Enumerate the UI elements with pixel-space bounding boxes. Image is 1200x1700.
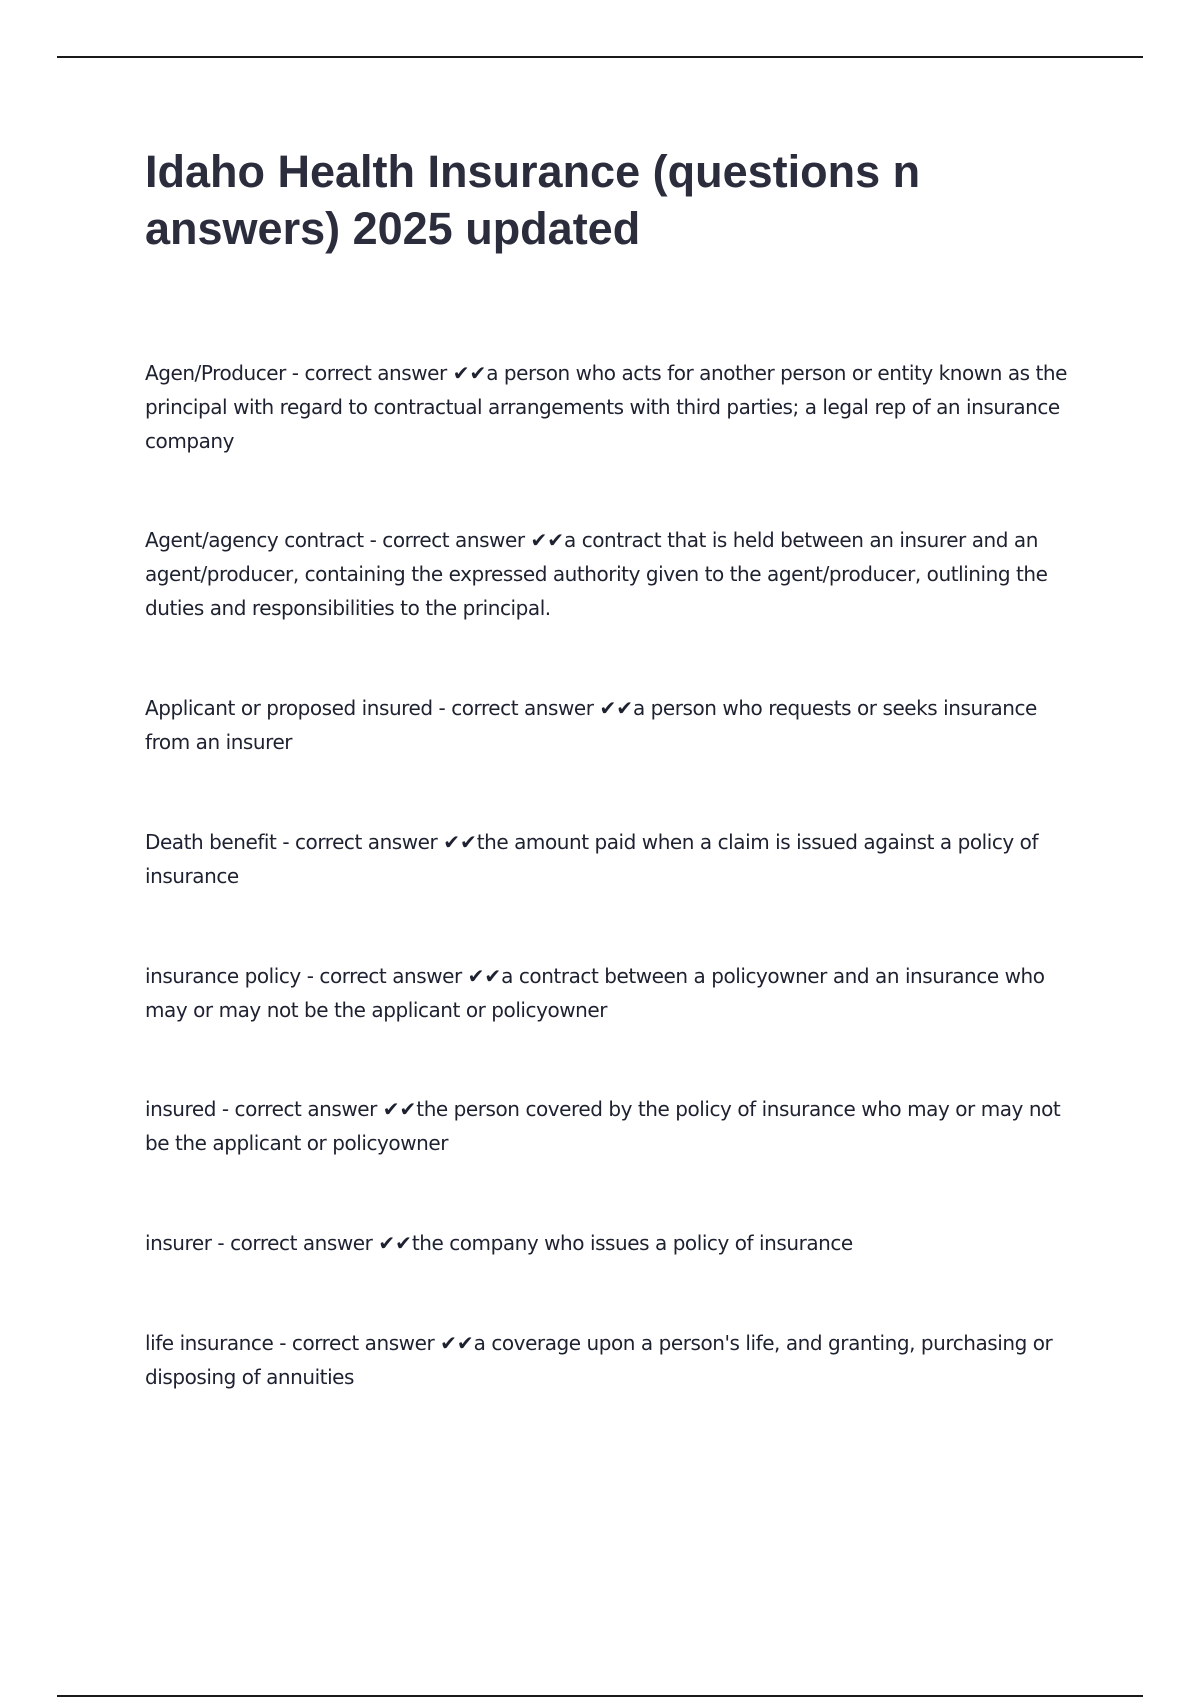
- qa-answer: the amount paid when a claim is issued against a policy of insurance: [145, 830, 1039, 888]
- qa-separator: - correct answer: [276, 830, 444, 854]
- qa-answer: a person who acts for another person or entity known as the principal with regard to contractual arrangements with third parties; a legal rep of an insurance company: [145, 361, 1067, 453]
- qa-term: insured: [145, 1097, 216, 1121]
- qa-term: Agent/agency contract: [145, 528, 364, 552]
- double-check-icon: ✔✔: [440, 1331, 474, 1355]
- qa-separator: - correct answer: [211, 1231, 379, 1255]
- qa-separator: - correct answer: [215, 1097, 383, 1121]
- qa-separator: - correct answer: [300, 964, 468, 988]
- qa-item-agent-producer: [145, 356, 1085, 458]
- qa-answer: the company who issues a policy of insurance: [411, 1231, 853, 1255]
- double-check-icon: ✔✔: [530, 528, 565, 552]
- double-check-icon: ✔✔: [378, 1231, 412, 1255]
- qa-item-insurer: [145, 1226, 1085, 1260]
- qa-item-death-benefit: [145, 825, 1085, 893]
- qa-answer: a contract between a policyowner and an insurance who may or may not be the applicant or policyowner: [145, 964, 1045, 1022]
- qa-term: insurer: [145, 1231, 212, 1255]
- qa-item-agency-contract: [145, 523, 1085, 625]
- qa-item-life-insurance: [145, 1326, 1085, 1394]
- qa-item-insured: [145, 1092, 1085, 1160]
- qa-answer: a coverage upon a person's life, and granting, purchasing or disposing of annuities: [145, 1331, 1053, 1389]
- double-check-icon: ✔✔: [443, 830, 477, 854]
- qa-term: Death benefit: [145, 830, 277, 854]
- top-divider: [57, 56, 1143, 58]
- qa-separator: - correct answer: [363, 528, 531, 552]
- qa-item-applicant: [145, 691, 1085, 759]
- document-title: Idaho Health Insurance (questions n answers) 2025 updated: [145, 146, 921, 254]
- qa-answer: a contract that is held between an insurer and an agent/producer, containing the expressed authority given to the agent/producer, outlining the duties and responsibilities to the principal.: [145, 528, 1048, 620]
- qa-term: life insurance: [145, 1331, 274, 1355]
- qa-separator: - correct answer: [285, 361, 453, 385]
- qa-term: Applicant or proposed insured: [145, 696, 433, 720]
- double-check-icon: ✔✔: [382, 1097, 417, 1121]
- double-check-icon: ✔✔: [467, 964, 502, 988]
- qa-answer: a person who requests or seeks insurance from an insurer: [145, 696, 1037, 754]
- qa-separator: - correct answer: [273, 1331, 441, 1355]
- qa-separator: - correct answer: [432, 696, 600, 720]
- qa-answer: the person covered by the policy of insurance who may or may not be the applicant or policyowner: [145, 1097, 1061, 1155]
- double-check-icon: ✔✔: [599, 696, 633, 720]
- bottom-divider: [57, 1695, 1143, 1697]
- qa-term: Agen/Producer: [145, 361, 286, 385]
- double-check-icon: ✔✔: [452, 361, 487, 385]
- qa-item-insurance-policy: [145, 959, 1085, 1027]
- qa-term: insurance policy: [145, 964, 301, 988]
